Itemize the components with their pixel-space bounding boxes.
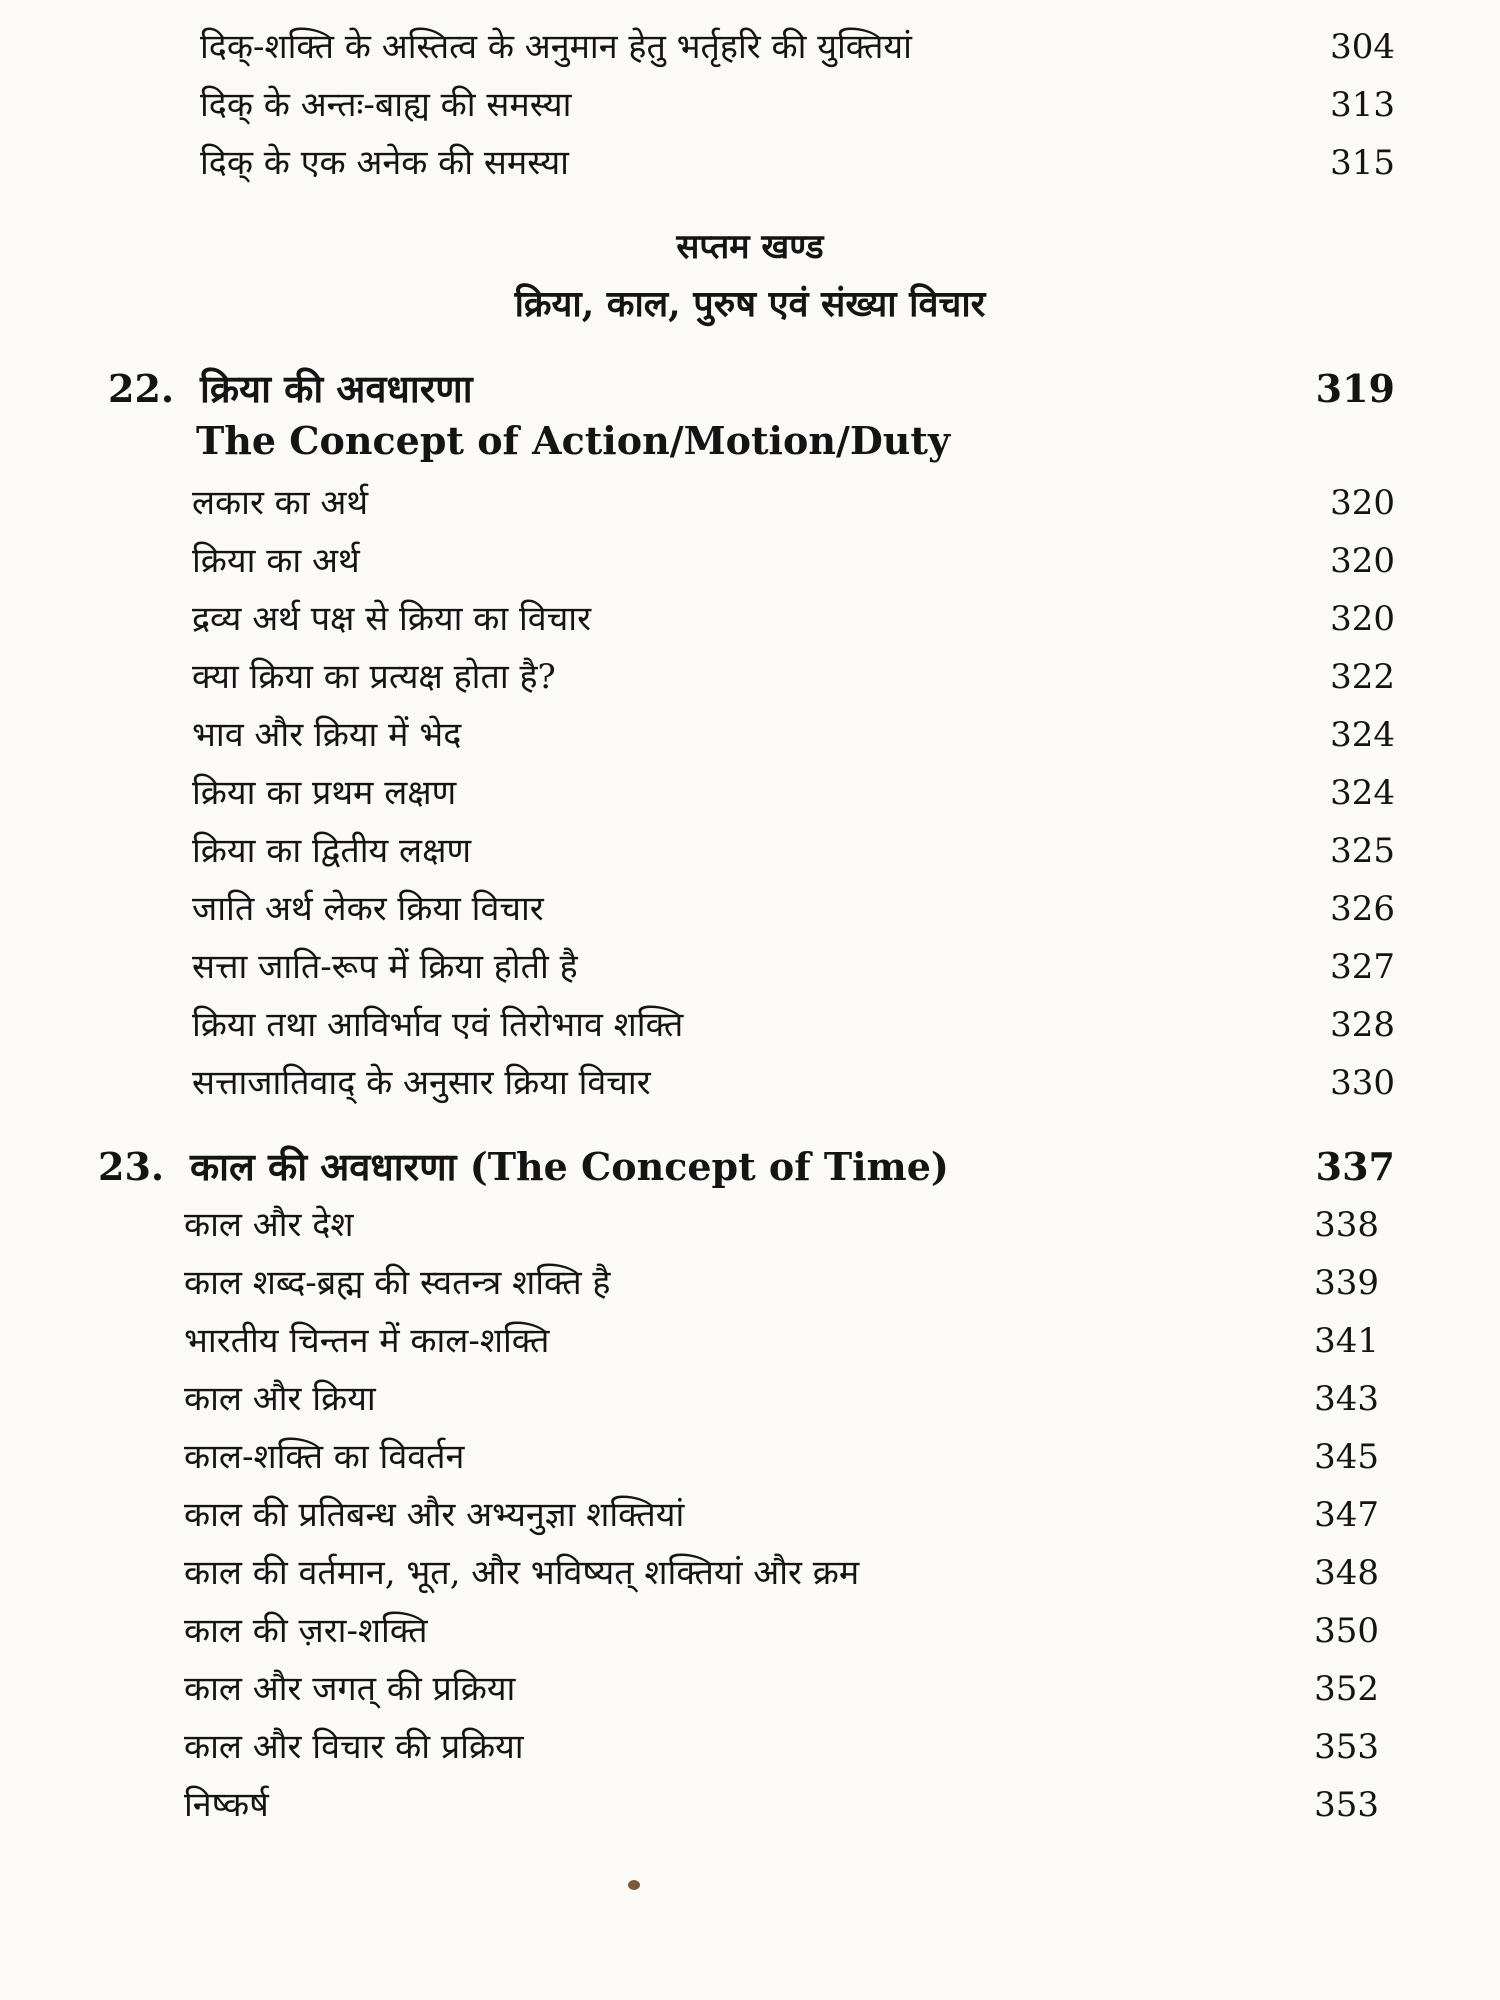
chapter-title: क्रिया की अवधारणा <box>200 366 473 411</box>
section-title: क्रिया, काल, पुरुष एवं संख्या विचार <box>514 283 986 325</box>
toc-entry-page: 347 <box>1314 1495 1379 1535</box>
toc-entry-page: 341 <box>1314 1321 1379 1361</box>
toc-entry-title: काल शब्द-ब्रह्म की स्वतन्त्र शक्ति है <box>184 1263 611 1303</box>
toc-entry-page: 352 <box>1314 1669 1379 1709</box>
chapter-23-heading <box>98 1140 1395 1192</box>
chapter-number: 23. <box>98 1144 165 1189</box>
toc-entry-page: 348 <box>1314 1553 1379 1593</box>
toc-entry-title: क्रिया का अर्थ <box>192 541 360 581</box>
toc-entry <box>192 652 1395 698</box>
toc-entry-page: 353 <box>1314 1727 1379 1767</box>
toc-entry-page: 345 <box>1314 1437 1379 1477</box>
toc-entry <box>192 1000 1395 1046</box>
toc-entry <box>184 1722 1379 1768</box>
toc-entry-page: 320 <box>1330 483 1395 523</box>
toc-entry-page: 339 <box>1314 1263 1379 1303</box>
toc-entry-title: द्रव्य अर्थ पक्ष से क्रिया का विचार <box>192 599 591 639</box>
toc-entry-title: क्रिया का द्वितीय लक्षण <box>192 831 472 871</box>
toc-entry-title: दिक् के अन्तः-बाह्य की समस्या <box>200 85 572 125</box>
toc-entry-page: 324 <box>1330 773 1395 813</box>
toc-entry-page: 328 <box>1330 1005 1395 1045</box>
toc-entry <box>184 1664 1379 1710</box>
toc-entry-title: लकार का अर्थ <box>192 483 369 523</box>
toc-entry <box>192 826 1395 872</box>
section-name: सप्तम खण्ड <box>676 227 824 267</box>
toc-entry-page: 304 <box>1330 27 1395 67</box>
toc-entry-page: 330 <box>1330 1063 1395 1103</box>
toc-entry <box>184 1258 1379 1304</box>
toc-entry <box>200 138 1395 184</box>
toc-entry-page: 338 <box>1314 1205 1379 1245</box>
toc-entry <box>184 1490 1379 1536</box>
toc-entry-page: 326 <box>1330 889 1395 929</box>
toc-entry-title: सत्ताजातिवाद् के अनुसार क्रिया विचार <box>192 1063 651 1103</box>
toc-entry-title: भाव और क्रिया में भेद <box>192 715 462 755</box>
toc-entry-title: काल की प्रतिबन्ध और अभ्यनुज्ञा शक्तियां <box>184 1495 685 1535</box>
ink-smudge <box>628 1880 640 1890</box>
toc-entry-page: 327 <box>1330 947 1395 987</box>
toc-entry <box>192 884 1395 930</box>
toc-entry <box>192 1058 1395 1104</box>
toc-entry-title: काल और जगत् की प्रक्रिया <box>184 1669 516 1709</box>
toc-entry-title: क्रिया का प्रथम लक्षण <box>192 773 457 813</box>
toc-entry-title: काल की वर्तमान, भूत, और भविष्यत् शक्तियां और क्रम <box>184 1553 860 1593</box>
toc-entry-title: काल-शक्ति का विवर्तन <box>184 1437 465 1477</box>
toc-entry-title: दिक्-शक्ति के अस्तित्व के अनुमान हेतु भर्तृहरि की युक्तियां <box>200 27 912 67</box>
toc-entry-page: 324 <box>1330 715 1395 755</box>
chapter-page: 319 <box>1315 366 1395 411</box>
toc-entry-title: जाति अर्थ लेकर क्रिया विचार <box>192 889 544 929</box>
toc-entry-title: निष्कर्ष <box>184 1785 269 1825</box>
toc-entry-page: 315 <box>1330 143 1395 183</box>
toc-entry-page: 320 <box>1330 599 1395 639</box>
toc-entry <box>192 768 1395 814</box>
toc-entry <box>192 710 1395 756</box>
toc-entry <box>200 80 1395 126</box>
toc-entry <box>192 536 1395 582</box>
toc-entry <box>184 1432 1379 1478</box>
toc-entry-title: क्रिया तथा आविर्भाव एवं तिरोभाव शक्ति <box>192 1005 684 1045</box>
toc-entry-title: क्या क्रिया का प्रत्यक्ष होता है? <box>192 657 556 697</box>
toc-entry-title: काल और विचार की प्रक्रिया <box>184 1727 524 1767</box>
toc-entry-title: काल की ज़रा-शक्ति <box>184 1611 428 1651</box>
toc-entry-title: काल और क्रिया <box>184 1379 376 1419</box>
toc-entry <box>192 478 1395 524</box>
toc-entry-page: 320 <box>1330 541 1395 581</box>
chapter-title: काल की अवधारणा (The Concept of Time) <box>190 1144 949 1189</box>
toc-entry <box>192 594 1395 640</box>
toc-entry <box>184 1606 1379 1652</box>
toc-entry-page: 350 <box>1314 1611 1379 1651</box>
toc-entry <box>184 1780 1379 1826</box>
toc-entry-title: सत्ता जाति-रूप में क्रिया होती है <box>192 947 578 987</box>
chapter-22-heading <box>108 362 1395 414</box>
toc-entry-page: 325 <box>1330 831 1395 871</box>
toc-entry <box>184 1374 1379 1420</box>
toc-entry <box>192 942 1395 988</box>
toc-entry <box>184 1200 1379 1246</box>
toc-entry-page: 322 <box>1330 657 1395 697</box>
toc-entry-page: 353 <box>1314 1785 1379 1825</box>
toc-entry <box>184 1548 1379 1594</box>
toc-entry <box>200 22 1395 68</box>
chapter-22-subtitle: The Concept of Action/Motion/Duty <box>196 418 951 463</box>
toc-entry <box>184 1316 1379 1362</box>
chapter-number: 22. <box>108 366 175 411</box>
toc-entry-page: 313 <box>1330 85 1395 125</box>
chapter-page: 337 <box>1315 1144 1395 1189</box>
toc-entry-title: दिक् के एक अनेक की समस्या <box>200 143 569 183</box>
toc-entry-page: 343 <box>1314 1379 1379 1419</box>
toc-entry-title: भारतीय चिन्तन में काल-शक्ति <box>184 1321 550 1361</box>
toc-entry-title: काल और देश <box>184 1205 354 1245</box>
